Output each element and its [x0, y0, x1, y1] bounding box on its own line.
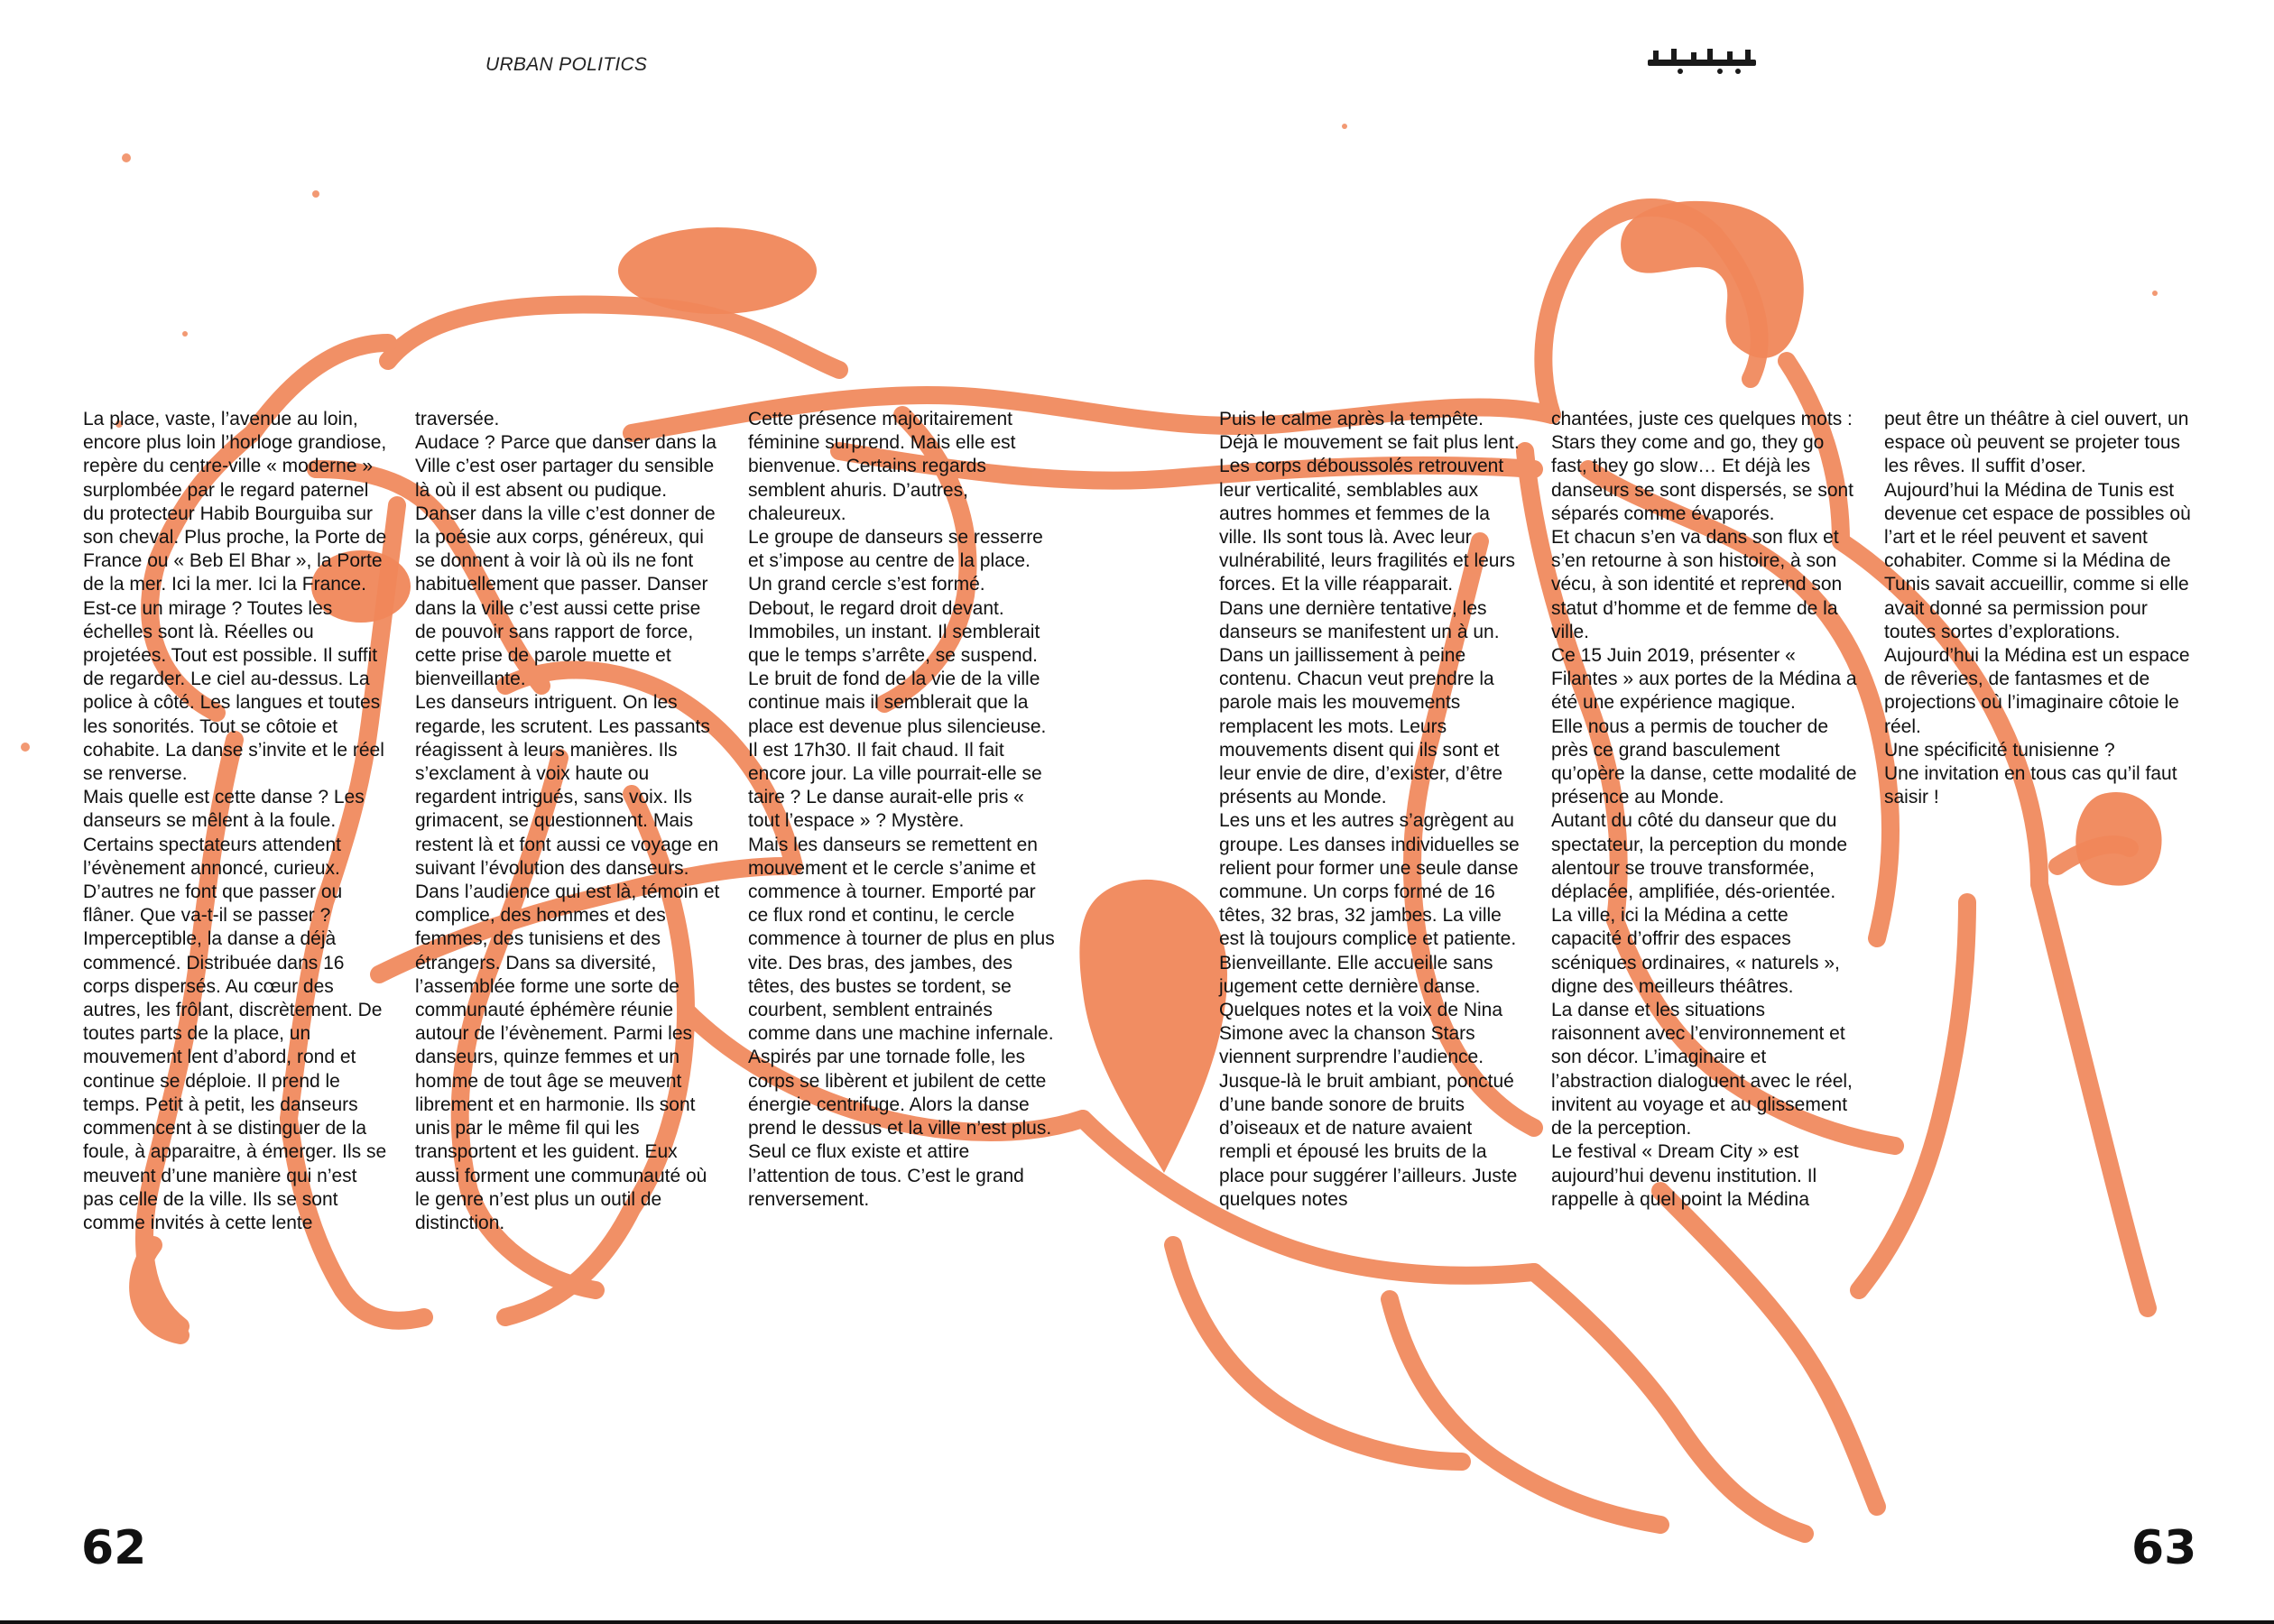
paragraph: Autant du côté du danseur que du spectateur, la perception du monde alentour se trouve transformée, déplacée, amplifiée, dés-orientée.: [1551, 810, 1848, 903]
article-column-4: [1219, 408, 1526, 1212]
paragraph: La place, vaste, l’avenue au loin, encore plus loin l’horloge grandiose, repère du centre-ville « moderne » surplombée par le regard paternel du protecteur Habib Bourguiba sur son cheval. Plus proche, la Porte de France ou « Beb El Bhar », la Porte de la mer. Ici la mer. Ici la France. Est-ce un mirage ? Toutes les échelles sont là. Réelles ou projetées. Tout est possible. Il suffit de regarder. Le ciel au-dessus. La police à côté. Les langues et toutes les sonorités. Tout se côtoie et cohabite. La danse s’invite et le réel se renverse.: [83, 409, 387, 785]
paragraph: chantées, juste ces quelques mots :: [1551, 409, 1853, 429]
paragraph: Le festival « Dream City » est aujourd’hui devenu institution. Il rappelle à quel point la Médina: [1551, 1141, 1817, 1210]
page-number-right: 63: [2131, 1521, 2197, 1575]
paragraph: Aujourd’hui la Médina de Tunis est devenue cet espace de possibles où l’art et le réel peuvent et savent cohabiter. Comme si la Médina de Tunis savait accueillir, comme si elle avait donné sa permission pour toutes sortes d’explorations. Aujourd’hui la Médina est un espace de rêveries, de fantasmes et de projections où l’imaginaire côtoie le réel.: [1884, 479, 2191, 737]
paragraph: La ville, ici la Médina a cette capacité d’offrir des espaces scéniques ordinaires, « naturels », digne des meilleurs théâtres.: [1551, 905, 1840, 997]
article-column-3: [748, 408, 1055, 1212]
article-column-2: [415, 408, 722, 1235]
page-number-left: 62: [81, 1521, 147, 1575]
article-column-6: [1884, 408, 2191, 809]
paragraph: Dans l’audience qui est là, témoin et complice, des hommes et des femmes, des tunisiens et des étrangers. Dans sa diversité, l’assemblée forme une sorte de communauté éphémère réunie autour de l’évènement. Parmi les danseurs, quinze femmes et un homme de tout âge se meuvent librement et en harmonie. Ils sont unis par le même fil qui les transportent et les guident. Eux aussi forment une communauté où le genre n’est plus un outil de distinction.: [415, 881, 720, 1233]
paragraph: Stars they come and go, they go fast, they go slow… Et déjà les danseurs se sont dispersés, se sont séparés comme évaporés.: [1551, 432, 1854, 524]
running-head: URBAN POLITICS: [485, 54, 648, 75]
paragraph: Mais quelle est cette danse ? Les danseurs se mêlent à la foule. Certains spectateurs attendent l’évènement annoncé, curieux. D’autres ne font que passer ou flâner. Que va-t-il se passer ? Imperceptible, la danse a déjà commencé. Distribuée dans 16 corps dispersés. Au cœur des autres, les frôlant, discrètement. De toutes parts de la place, un mouvement lent d’abord, rond et continue se déploie. Il prend le temps. Petit à petit, les danseurs commencent à se distinguer de la foule, à apparaitre, à émerger. Ils se meuvent d’une manière qui n’est pas celle de la ville. Ils se sont comme invités à cette lente: [83, 787, 387, 1233]
article-column-1: [83, 408, 390, 1235]
paragraph: Le groupe de danseurs se resserre et s’impose au centre de la place. Un grand cercle s’est formé. Debout, le regard droit devant. Immobiles, un instant. Il semblerait que le temps s’arrête, se suspend. Le bruit de fond de la vie de la ville continue mais il semblerait que la place est devenue plus silencieuse. Il est 17h30. Il fait chaud. Il fait encore jour. La ville pourrait-elle se taire ? Le danse aurait-elle pris « tout l’espace » ? Mystère.: [748, 527, 1047, 832]
paragraph: traversée.: [415, 409, 500, 429]
paragraph: Les danseurs intriguent. On les regarde, les scrutent. Les passants réagissent à leurs manières. Ils s’exclament à voix haute ou regardent intrigués, sans voix. Ils grimacent, se questionnent. Mais restent là et font aussi ce voyage en suivant l’évolution des danseurs.: [415, 692, 719, 879]
paragraph: Dans une dernière tentative, les danseurs se manifestent un à un. Dans un jaillissement à peine contenu. Chacun veut prendre la parole mais les mouvements remplacent les mots. Leurs mouvements disent qui ils sont et leur envie de dire, d’exister, d’être présents au Monde.: [1219, 597, 1503, 808]
paragraph: Audace ? Parce que danser dans la Ville c’est oser partager du sensible là où il est absent ou pudique. Danser dans la ville c’est donner de la poésie aux corps, généreux, qui se donnent à voir là où ils ne font habituellement que passer. Danser dans la ville c’est aussi cette prise de pouvoir sans rapport de force, cette prise de parole muette et bienveillante.: [415, 432, 716, 690]
paragraph: Les uns et les autres s’agrègent au groupe. Les danses individuelles se relient pour former une seule danse commune. Un corps formé de 16 têtes, 32 bras, 32 jambes. La ville est là toujours complice et patiente. Bienveillante. Elle accueille sans jugement cette dernière danse. Quelques notes et la voix de Nina Simone avec la chanson Stars viennent surprendre l’audience.: [1219, 810, 1520, 1068]
paragraph: Elle nous a permis de toucher de près ce grand basculement qu’opère la danse, cette modalité de présence au Monde.: [1551, 715, 1857, 808]
article-column-5: [1551, 408, 1858, 1212]
paragraph: La danse et les situations raisonnent avec l’environnement et son décor. L’imaginaire et l’abstraction dialoguent avec le réel, invitent au voyage et au glissement de la perception.: [1551, 1000, 1853, 1140]
paragraph: Jusque-là le bruit ambiant, ponctué d’une bande sonore de bruits d’oiseaux et de nature avaient rempli et épousé les bruits de la place pour suggérer l’ailleurs. Juste quelques notes: [1219, 1070, 1518, 1210]
publication-logo: [1644, 47, 1761, 78]
paragraph: Puis le calme après la tempête. Déjà le mouvement se fait plus lent. Les corps déboussolés retrouvent leur verticalité, semblables aux autres hommes et femmes de la ville. Ils sont tous là. Avec leur vulnérabilité, leurs fragilités et leurs forces. Et la ville réapparait.: [1219, 409, 1520, 595]
paragraph: Une spécificité tunisienne ?: [1884, 739, 2115, 761]
paragraph: Ce 15 Juin 2019, présenter « Filantes » aux portes de la Médina a été une expérience magique.: [1551, 645, 1857, 714]
paragraph: Une invitation en tous cas qu’il faut saisir !: [1884, 763, 2177, 808]
paragraph: Mais les danseurs se remettent en mouvement et le cercle s’anime et commence à tourner. Emporté par ce flux rond et continu, le cercle commence à tourner de plus en plus vite. Des bras, des jambes, des têtes, des bustes se tordent, se courbent, semblent entrainés comme dans une machine infernale. Aspirés par une tornade folle, les corps se libèrent et jubilent de cette énergie centrifuge. Alors la danse prend le dessus et la ville n’est plus. Seul ce flux existe et attire l’attention de tous. C’est le grand renversement.: [748, 834, 1055, 1210]
paragraph: Cette présence majoritairement féminine surprend. Mais elle est bienvenue. Certains regards semblent ahuris. D’autres, chaleureux.: [748, 409, 1016, 524]
paragraph: peut être un théâtre à ciel ouvert, un espace où peuvent se projeter tous les rêves. Il suffit d’oser.: [1884, 409, 2189, 477]
bottom-border: [0, 1620, 2274, 1624]
paragraph: Et chacun s’en va dans son flux et s’en retourne à son histoire, à son vécu, à son identité et reprend son statut d’homme et de femme de la ville.: [1551, 527, 1843, 642]
